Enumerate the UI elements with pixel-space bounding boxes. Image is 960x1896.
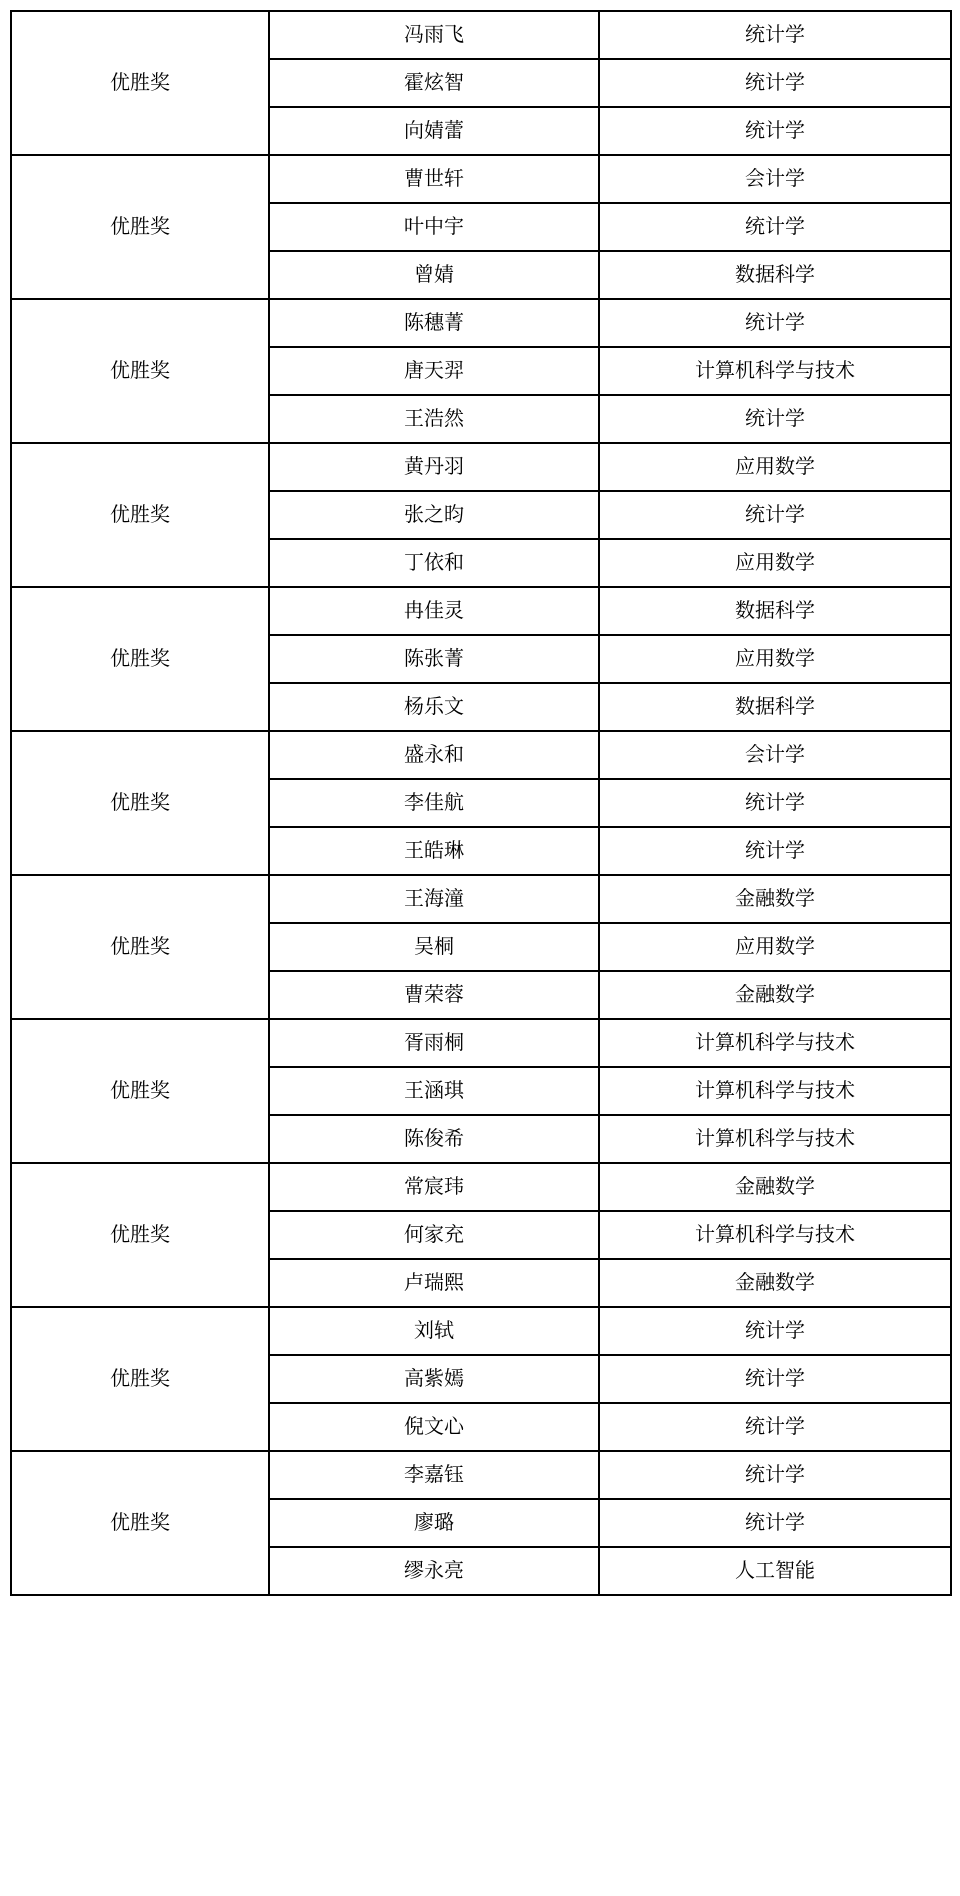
student-name-cell: 卢瑞熙 (269, 1259, 599, 1307)
student-name-cell: 盛永和 (269, 731, 599, 779)
student-name-cell: 何家充 (269, 1211, 599, 1259)
student-name-cell: 刘轼 (269, 1307, 599, 1355)
table-row (11, 443, 951, 491)
student-major-cell: 计算机科学与技术 (599, 1019, 951, 1067)
award-results-table (10, 10, 952, 1596)
student-name-cell: 高紫嫣 (269, 1355, 599, 1403)
student-name-cell: 冉佳灵 (269, 587, 599, 635)
student-name-cell: 陈穗菁 (269, 299, 599, 347)
table-row (11, 1163, 951, 1211)
student-major-cell: 统计学 (599, 1499, 951, 1547)
student-major-cell: 应用数学 (599, 923, 951, 971)
student-major-cell: 统计学 (599, 1403, 951, 1451)
student-major-cell: 数据科学 (599, 683, 951, 731)
award-name-cell: 优胜奖 (11, 443, 269, 587)
student-major-cell: 统计学 (599, 779, 951, 827)
award-name-cell: 优胜奖 (11, 1019, 269, 1163)
student-major-cell: 数据科学 (599, 251, 951, 299)
table-row (11, 731, 951, 779)
student-major-cell: 统计学 (599, 299, 951, 347)
student-name-cell: 叶中宇 (269, 203, 599, 251)
student-major-cell: 应用数学 (599, 539, 951, 587)
table-row (11, 1451, 951, 1499)
student-major-cell: 计算机科学与技术 (599, 1067, 951, 1115)
student-major-cell: 金融数学 (599, 1259, 951, 1307)
award-table-body (11, 11, 951, 1595)
student-name-cell: 廖璐 (269, 1499, 599, 1547)
table-row (11, 1019, 951, 1067)
student-major-cell: 会计学 (599, 155, 951, 203)
student-major-cell: 应用数学 (599, 635, 951, 683)
student-major-cell: 计算机科学与技术 (599, 347, 951, 395)
student-name-cell: 倪文心 (269, 1403, 599, 1451)
student-major-cell: 计算机科学与技术 (599, 1211, 951, 1259)
student-major-cell: 统计学 (599, 1451, 951, 1499)
student-name-cell: 胥雨桐 (269, 1019, 599, 1067)
award-name-cell: 优胜奖 (11, 1307, 269, 1451)
student-name-cell: 王涵琪 (269, 1067, 599, 1115)
student-name-cell: 曹荣蓉 (269, 971, 599, 1019)
student-name-cell: 张之昀 (269, 491, 599, 539)
student-name-cell: 王浩然 (269, 395, 599, 443)
student-major-cell: 统计学 (599, 107, 951, 155)
table-row (11, 11, 951, 59)
award-name-cell: 优胜奖 (11, 875, 269, 1019)
student-major-cell: 计算机科学与技术 (599, 1115, 951, 1163)
student-name-cell: 李嘉钰 (269, 1451, 599, 1499)
student-major-cell: 统计学 (599, 1355, 951, 1403)
student-name-cell: 陈俊希 (269, 1115, 599, 1163)
student-name-cell: 曹世轩 (269, 155, 599, 203)
table-row (11, 299, 951, 347)
student-name-cell: 曾婧 (269, 251, 599, 299)
student-name-cell: 杨乐文 (269, 683, 599, 731)
student-name-cell: 王海潼 (269, 875, 599, 923)
award-name-cell: 优胜奖 (11, 1163, 269, 1307)
student-major-cell: 金融数学 (599, 875, 951, 923)
table-row (11, 1307, 951, 1355)
student-major-cell: 统计学 (599, 59, 951, 107)
student-major-cell: 应用数学 (599, 443, 951, 491)
award-name-cell: 优胜奖 (11, 1451, 269, 1595)
student-major-cell: 统计学 (599, 203, 951, 251)
award-name-cell: 优胜奖 (11, 587, 269, 731)
table-row (11, 587, 951, 635)
student-name-cell: 李佳航 (269, 779, 599, 827)
student-name-cell: 吴桐 (269, 923, 599, 971)
table-row (11, 875, 951, 923)
award-name-cell: 优胜奖 (11, 299, 269, 443)
student-name-cell: 向婧蕾 (269, 107, 599, 155)
student-name-cell: 唐天羿 (269, 347, 599, 395)
student-major-cell: 统计学 (599, 827, 951, 875)
student-major-cell: 统计学 (599, 1307, 951, 1355)
student-major-cell: 会计学 (599, 731, 951, 779)
student-name-cell: 黄丹羽 (269, 443, 599, 491)
student-major-cell: 金融数学 (599, 1163, 951, 1211)
award-name-cell: 优胜奖 (11, 155, 269, 299)
student-name-cell: 霍炫智 (269, 59, 599, 107)
student-name-cell: 冯雨飞 (269, 11, 599, 59)
student-major-cell: 统计学 (599, 395, 951, 443)
table-row (11, 155, 951, 203)
student-name-cell: 王皓琳 (269, 827, 599, 875)
student-name-cell: 丁依和 (269, 539, 599, 587)
student-name-cell: 缪永亮 (269, 1547, 599, 1595)
award-name-cell: 优胜奖 (11, 731, 269, 875)
student-major-cell: 数据科学 (599, 587, 951, 635)
award-name-cell: 优胜奖 (11, 11, 269, 155)
student-major-cell: 统计学 (599, 491, 951, 539)
student-major-cell: 金融数学 (599, 971, 951, 1019)
student-major-cell: 人工智能 (599, 1547, 951, 1595)
student-name-cell: 常宸玮 (269, 1163, 599, 1211)
student-major-cell: 统计学 (599, 11, 951, 59)
student-name-cell: 陈张菁 (269, 635, 599, 683)
